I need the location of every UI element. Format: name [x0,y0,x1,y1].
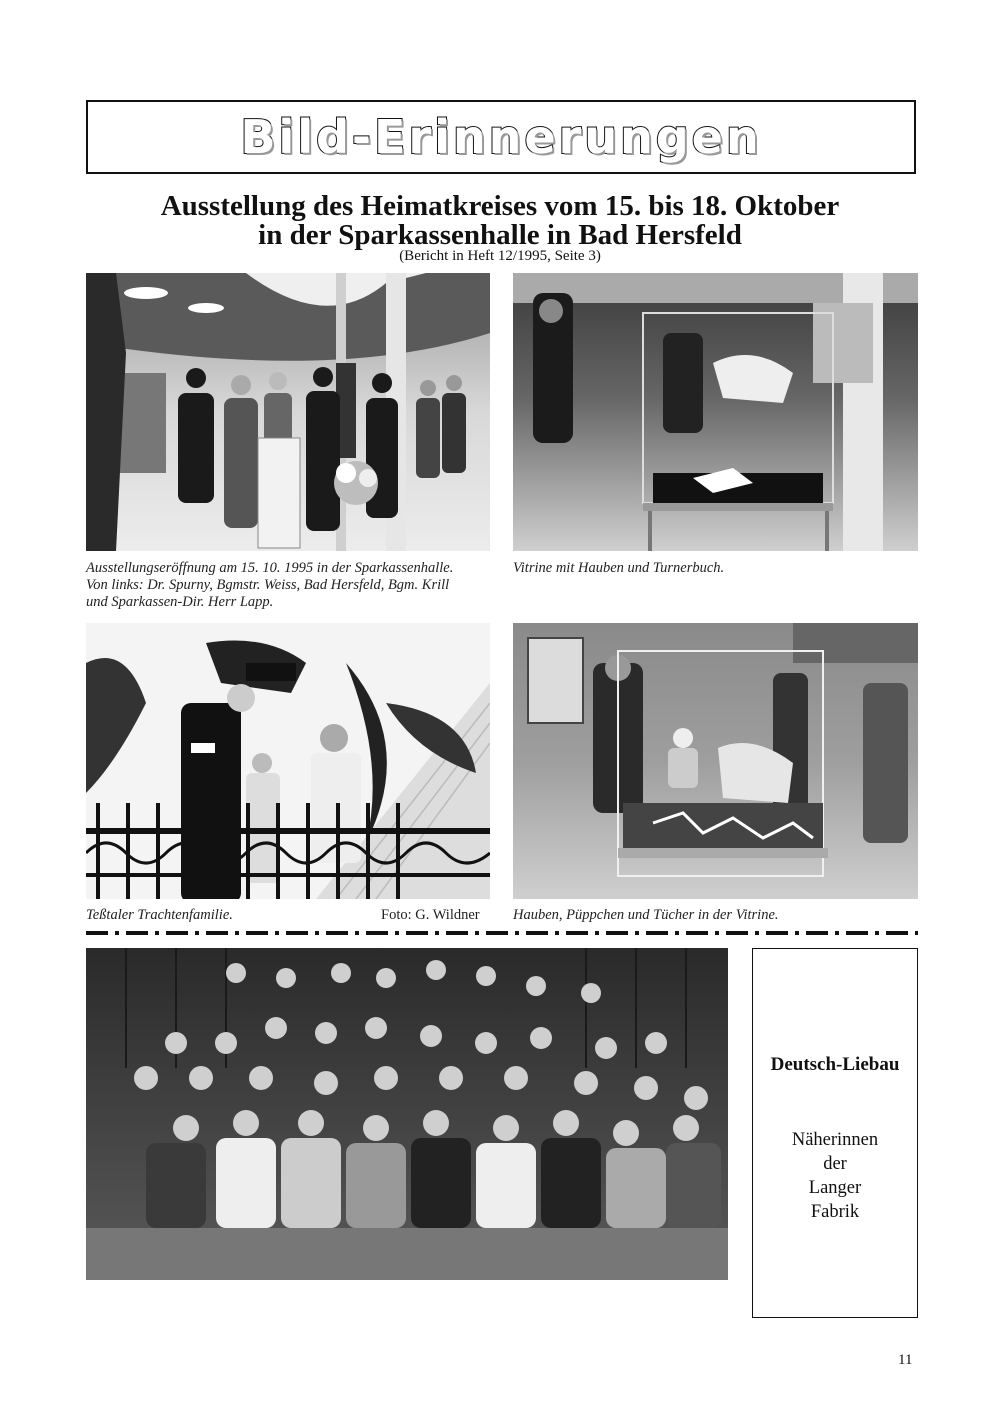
photo-showcase-dolls [513,623,918,899]
header-box [86,100,916,174]
article-title-line1: Ausstellung des Heimatkreises vom 15. bis 18. Oktober [160,190,840,222]
sidebar-line: Näherinnen [791,1130,879,1150]
photo-opening-ceremony [86,273,490,551]
photo-showcase-bonnets [513,273,918,551]
article-title-line2: in der Sparkassenhalle in Bad Hersfeld [258,219,742,251]
caption-opening-line1: Ausstellungseröffnung am 15. 10. 1995 in der Sparkassenhalle. [86,560,454,576]
sidebar-title: Deutsch-Liebau [770,1054,900,1075]
article-subtitle: (Bericht in Heft 12/1995, Seite 3) [399,248,601,264]
photo-credit: Foto: G. Wildner [381,907,480,923]
caption-costume-family: Teßtaler Trachtenfamilie. [86,907,233,923]
page-number: 11 [898,1352,913,1368]
sidebar-line: Fabrik [810,1202,860,1222]
sidebar-description [752,1128,918,1224]
sidebar-line: der [823,1154,847,1174]
dash-dot-divider [86,931,918,935]
header-title: Bild-Erinnerungen [240,110,762,164]
caption-opening-line2: Von links: Dr. Spurny, Bgmstr. Weiss, Bad Hersfeld, Bgm. Krill [86,577,450,593]
photo-costume-family [86,623,490,899]
sidebar-line: Langer [808,1178,862,1198]
caption-showcase: Vitrine mit Hauben und Turnerbuch. [513,560,725,576]
caption-showcase-dolls: Hauben, Püppchen und Tücher in der Vitrine. [513,907,779,923]
caption-opening-line3: und Sparkassen-Dir. Herr Lapp. [86,594,274,610]
photo-seamstresses-group [86,948,728,1280]
